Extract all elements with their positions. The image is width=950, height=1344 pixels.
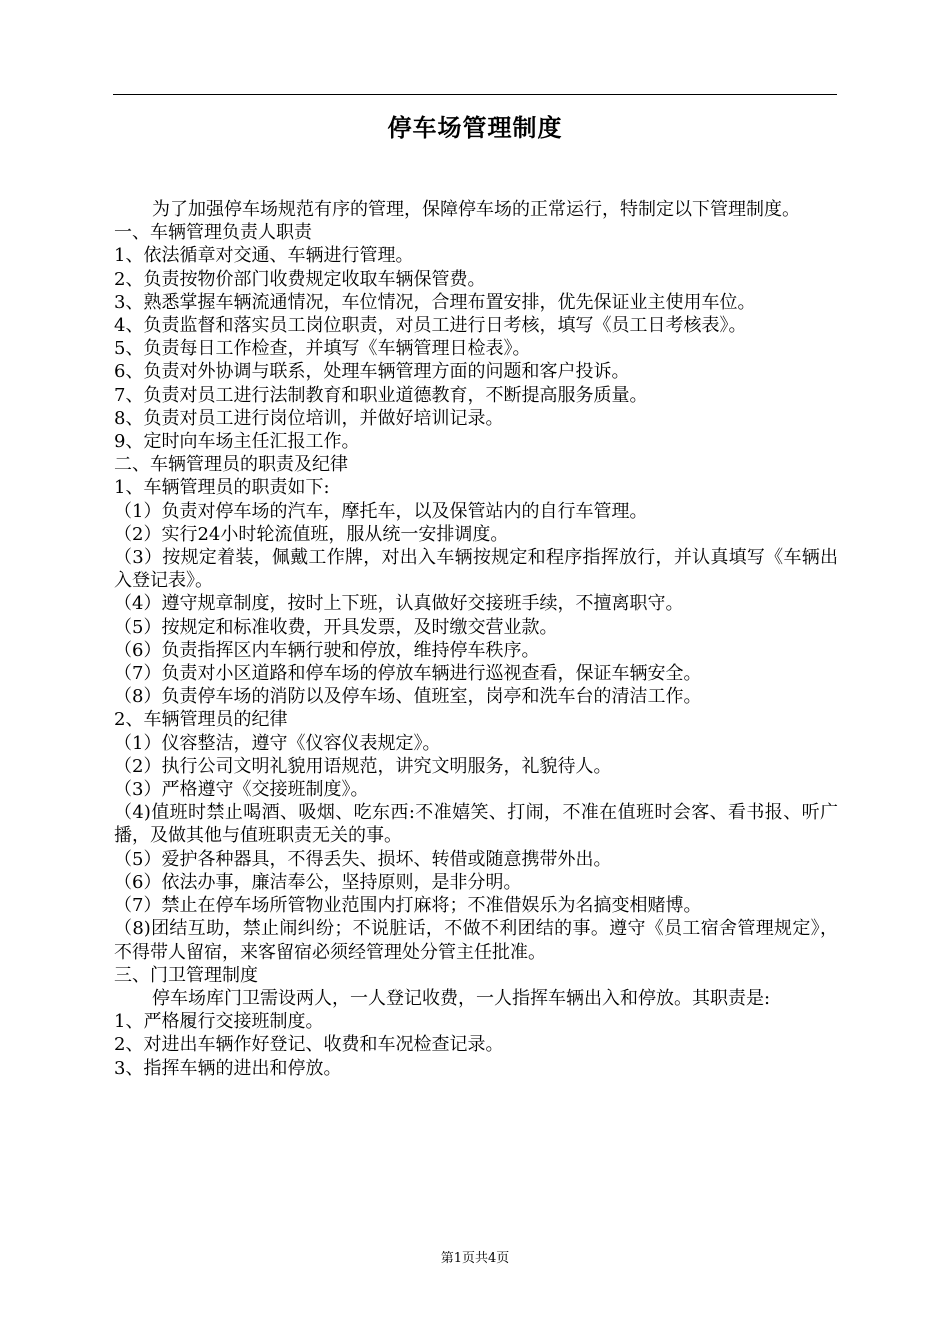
paragraph: 停车场库门卫需设两人，一人登记收费，一人指挥车辆出入和停放。其职责是: <box>152 987 771 1009</box>
paragraph: （5）按规定和标准收费，开具发票，及时缴交营业款。 <box>114 616 558 638</box>
paragraph: （7）负责对小区道路和停车场的停放车辆进行巡视查看，保证车辆安全。 <box>114 663 702 685</box>
paragraph: （4)值班时禁止喝酒、吸烟、吃东西:不准嬉笑、打闹，不准在值班时会客、看书报、听广播，及做其他与值班职责无关的事。 <box>114 802 838 847</box>
paragraph: 三、门卫管理制度 <box>114 964 258 986</box>
paragraph: （6）负责指挥区内车辆行驶和停放，维持停车秩序。 <box>114 639 540 661</box>
paragraph: 一、车辆管理负责人职责 <box>114 222 312 244</box>
paragraph: （8）负责停车场的消防以及停车场、值班室，岗亭和洗车台的清洁工作。 <box>114 686 702 708</box>
header-rule <box>113 94 837 95</box>
paragraph: （4）遵守规章制度，按时上下班，认真做好交接班手续，不擅离职守。 <box>114 593 684 615</box>
document-body <box>114 198 838 1080</box>
paragraph: 2、对进出车辆作好登记、收费和车况检查记录。 <box>114 1034 504 1056</box>
paragraph: （3）严格遵守《交接班制度》。 <box>114 779 369 801</box>
paragraph: 为了加强停车场规范有序的管理，保障停车场的正常运行，特制定以下管理制度。 <box>152 199 800 220</box>
paragraph: 6、负责对外协调与联系，处理车辆管理方面的问题和客户投诉。 <box>114 361 630 383</box>
paragraph: （3）按规定着装，佩戴工作牌，对出入车辆按规定和程序指挥放行，并认真填写《车辆出入登记表》。 <box>114 547 838 592</box>
paragraph: 5、负责每日工作检查，并填写《车辆管理日检表》。 <box>114 338 531 360</box>
document-title: 停车场管理制度 <box>387 114 563 142</box>
paragraph: 1、依法循章对交通、车辆进行管理。 <box>114 245 414 267</box>
paragraph: （2）实行24小时轮流值班，服从统一安排调度。 <box>114 523 509 545</box>
paragraph: 3、指挥车辆的进出和停放。 <box>114 1057 342 1079</box>
paragraph: 1、车辆管理员的职责如下: <box>114 477 330 499</box>
paragraph: （1）负责对停车场的汽车，摩托车，以及保管站内的自行车管理。 <box>114 500 648 522</box>
paragraph: 7、负责对员工进行法制教育和职业道德教育，不断提高服务质量。 <box>114 384 648 406</box>
paragraph: （6）依法办事，廉洁奉公，坚持原则，是非分明。 <box>114 871 522 893</box>
paragraph: （8)团结互助，禁止闹纠纷；不说脏话，不做不利团结的事。遵守《员工宿舍管理规定》，不得带人留宿，来客留宿必须经管理处分管主任批准。 <box>114 918 838 963</box>
paragraph: 二、车辆管理员的职责及纪律 <box>114 454 348 476</box>
paragraph: 8、负责对员工进行岗位培训，并做好培训记录。 <box>114 407 504 429</box>
paragraph: 2、负责按物价部门收费规定收取车辆保管费。 <box>114 268 486 290</box>
paragraph: 3、熟悉掌握车辆流通情况，车位情况，合理布置安排，优先保证业主使用车位。 <box>114 291 756 313</box>
paragraph: 1、严格履行交接班制度。 <box>114 1011 324 1033</box>
page-footer: 第1页共4页 <box>440 1251 510 1266</box>
paragraph: 9、定时向车场主任汇报工作。 <box>114 431 360 453</box>
paragraph: （5）爱护各种器具，不得丢失、损坏、转借或随意携带外出。 <box>114 848 612 870</box>
paragraph: （1）仪容整洁，遵守《仪容仪表规定》。 <box>114 732 441 754</box>
paragraph: 2、车辆管理员的纪律 <box>114 709 288 731</box>
paragraph: （7）禁止在停车场所管物业范围内打麻将；不准借娱乐为名搞变相赌博。 <box>114 895 702 917</box>
paragraph: 4、负责监督和落实员工岗位职责，对员工进行日考核，填写《员工日考核表》。 <box>114 315 747 337</box>
paragraph: （2）执行公司文明礼貌用语规范，讲究文明服务，礼貌待人。 <box>114 755 612 777</box>
